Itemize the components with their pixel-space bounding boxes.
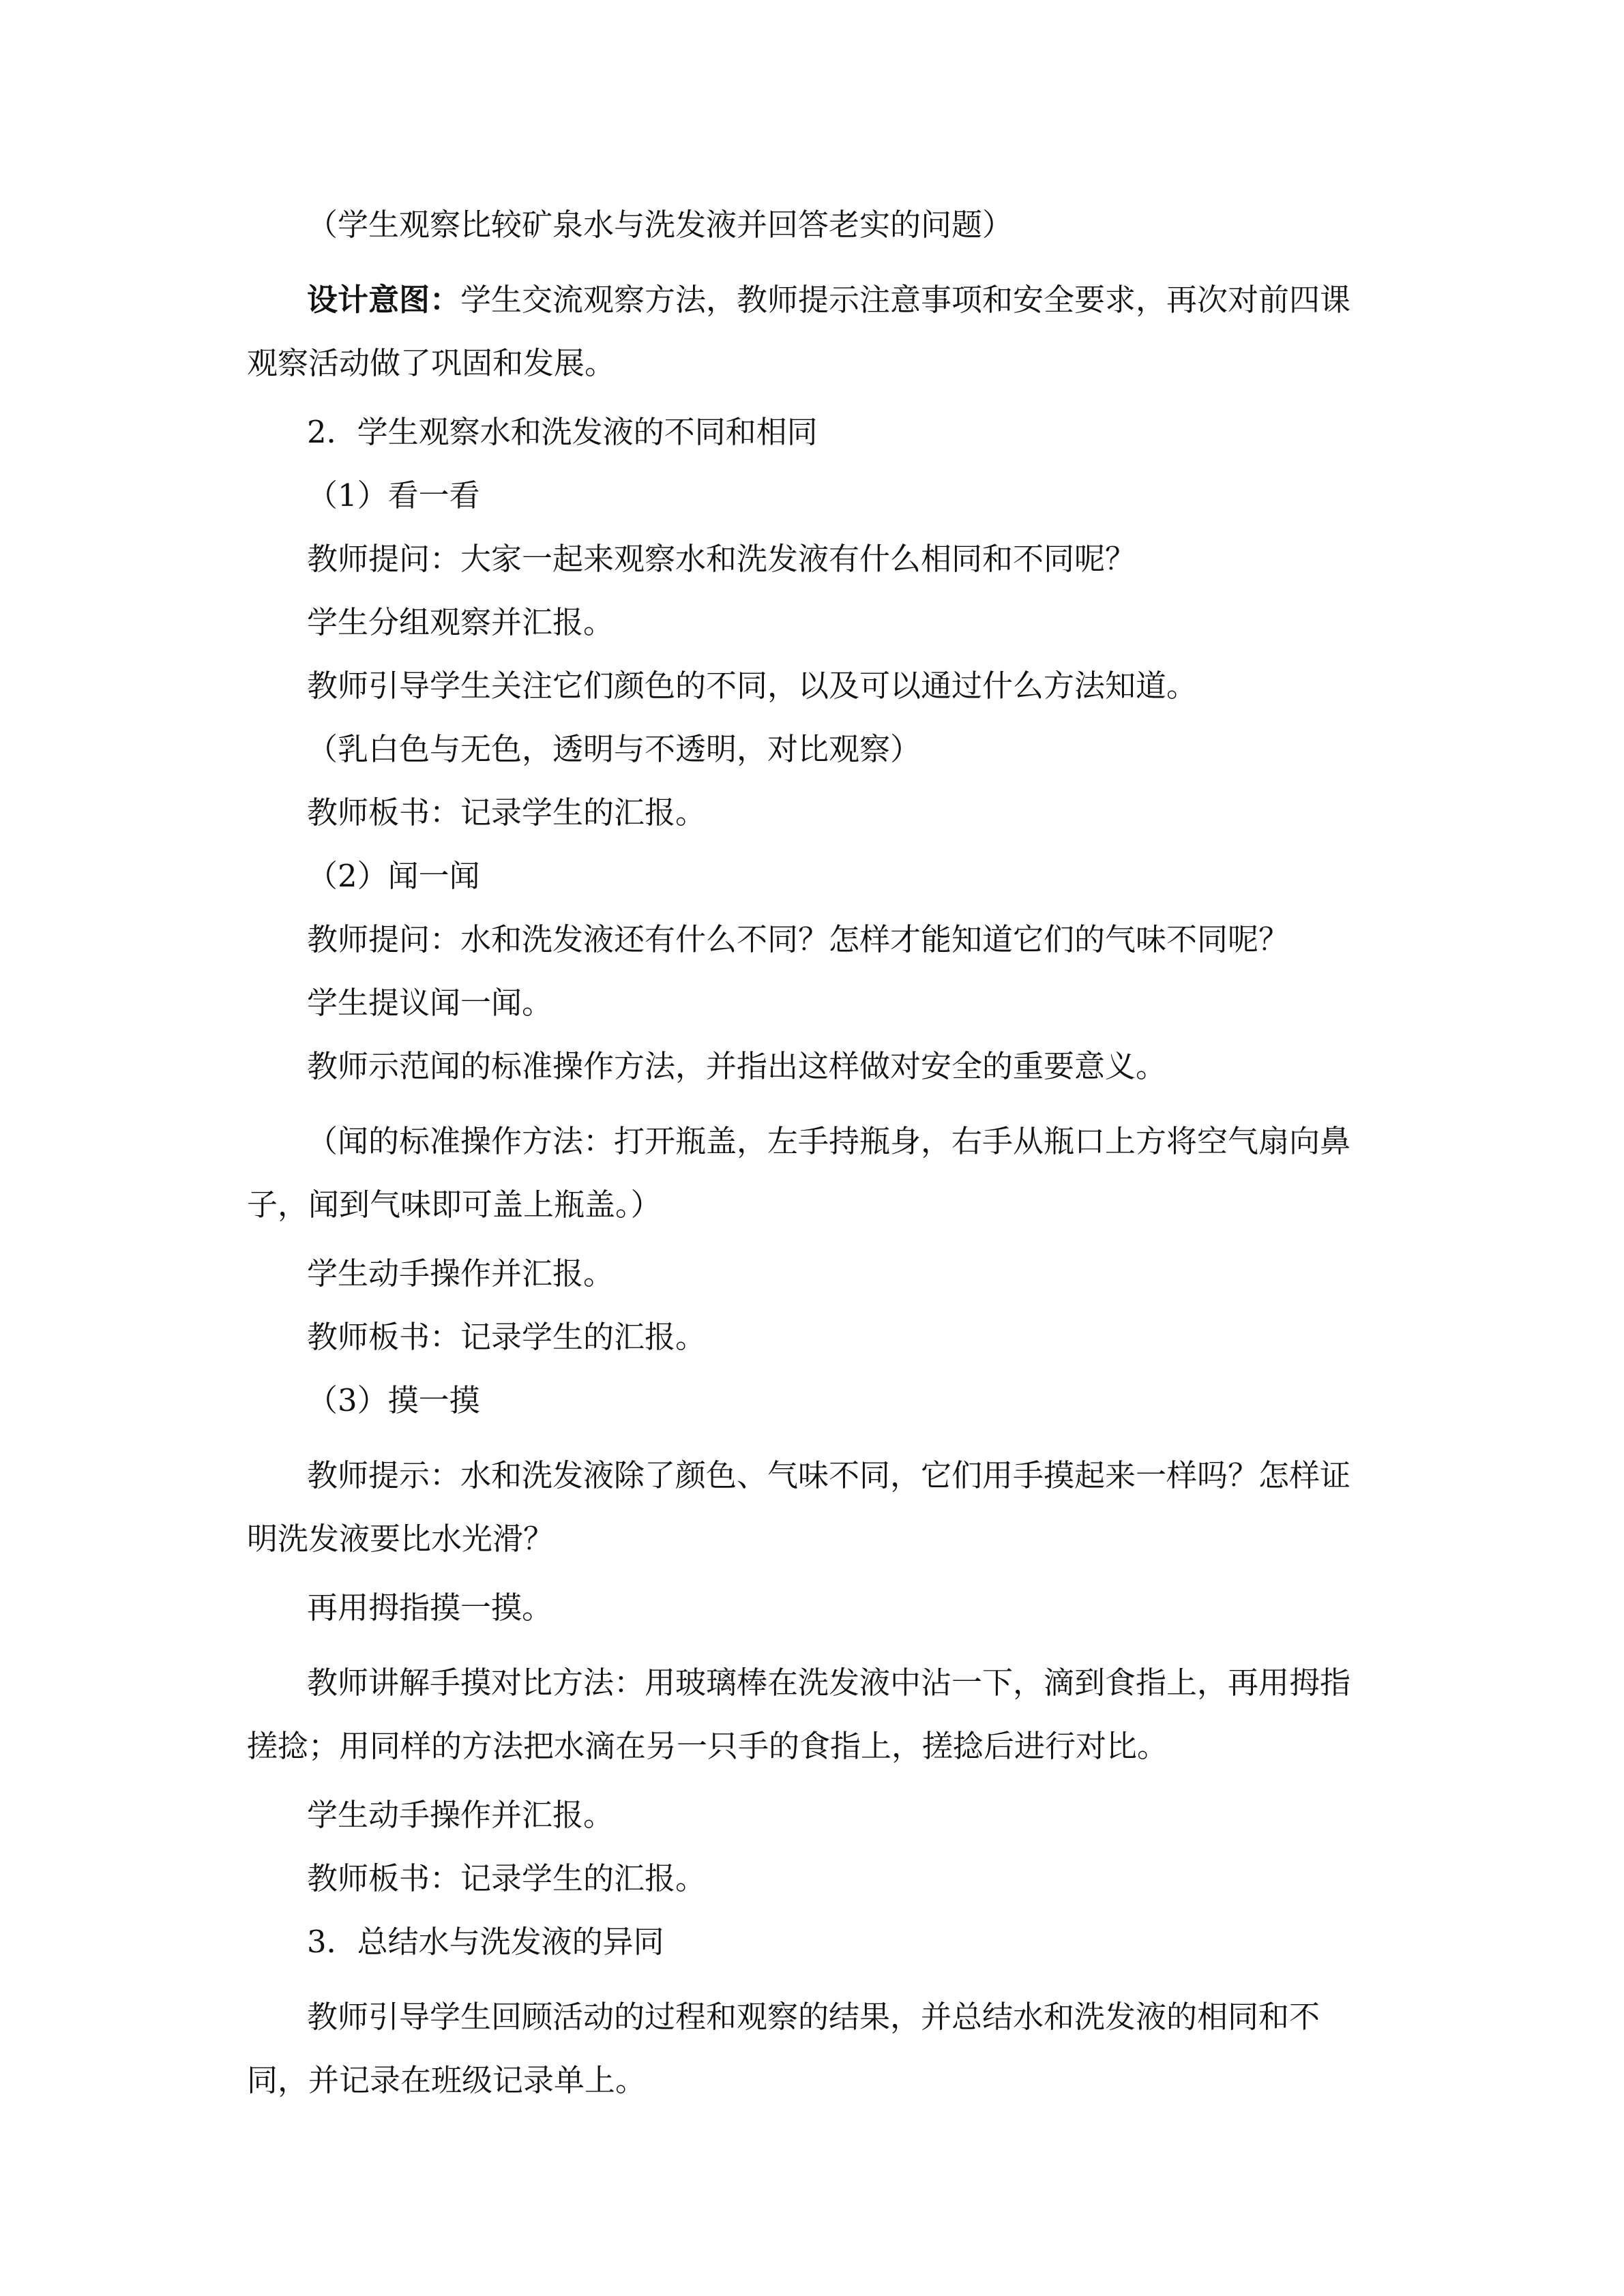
paragraph-student-group-report: 学生分组观察并汇报。 <box>307 604 615 640</box>
design-intent-label: 设计意图： <box>307 282 461 318</box>
paragraph-step-look: （1）看一看 <box>307 477 480 513</box>
paragraph-teacher-question-look: 教师提问：大家一起来观察水和洗发液有什么相同和不同呢？ <box>307 541 1136 577</box>
paragraph-student-suggest-smell: 学生提议闻一闻。 <box>307 985 553 1021</box>
paragraph-teacher-question-smell: 教师提问：水和洗发液还有什么不同？怎样才能知道它们的气味不同呢？ <box>307 921 1290 957</box>
paragraph-teacher-explain-touch: 教师讲解手摸对比方法：用玻璃棒在洗发液中沾一下，滴到食指上，再用拇指搓捻；用同样的方法把水滴在另一只手的食指上，搓捻后进行对比。 <box>247 1665 1351 1764</box>
paragraph-teacher-hint-touch: 教师提示：水和洗发液除了颜色、气味不同，它们用手摸起来一样吗？怎样证明洗发液要比水光滑？ <box>247 1457 1351 1557</box>
paragraph-teacher-board-1: 教师板书：记录学生的汇报。 <box>307 794 707 831</box>
paragraph-teacher-board-2: 教师板书：记录学生的汇报。 <box>307 1319 707 1355</box>
paragraph-thumb-touch: 再用拇指摸一摸。 <box>307 1590 553 1626</box>
paragraph-smell-method-note: （闻的标准操作方法：打开瓶盖，左手持瓶身，右手从瓶口上方将空气扇向鼻子，闻到气味即可盖上瓶盖。） <box>247 1123 1351 1223</box>
paragraph-teacher-guide-color: 教师引导学生关注它们颜色的不同，以及可以通过什么方法知道。 <box>307 668 1198 704</box>
paragraph-design-intent <box>247 268 1372 395</box>
paragraph-student-operate-2: 学生动手操作并汇报。 <box>307 1797 615 1833</box>
paragraph-step-touch: （3）摸一摸 <box>307 1382 480 1418</box>
paragraph-step-smell: （2）闻一闻 <box>307 858 480 894</box>
paragraph-section-3-heading: 3．总结水与洗发液的异同 <box>307 1924 664 1960</box>
paragraph-teacher-demo-smell: 教师示范闻的标准操作方法，并指出这样做对安全的重要意义。 <box>307 1048 1167 1084</box>
paragraph-student-compare-note: （学生观察比较矿泉水与洗发液并回答老实的问题） <box>307 207 1014 243</box>
paragraph-section-2-heading: 2．学生观察水和洗发液的不同和相同 <box>307 414 818 450</box>
design-intent-text: 学生交流观察方法，教师提示注意事项和安全要求，再次对前四课观察活动做了巩固和发展。 <box>247 282 1351 381</box>
paragraph-teacher-summary: 教师引导学生回顾活动的过程和观察的结果，并总结水和洗发液的相同和不同，并记录在班级记录单上。 <box>247 1999 1320 2098</box>
document-body <box>247 205 1372 2112</box>
paragraph-student-operate-1: 学生动手操作并汇报。 <box>307 1255 615 1292</box>
paragraph-teacher-board-3: 教师板书：记录学生的汇报。 <box>307 1860 707 1896</box>
paragraph-color-note: （乳白色与无色，透明与不透明，对比观察） <box>307 731 921 767</box>
